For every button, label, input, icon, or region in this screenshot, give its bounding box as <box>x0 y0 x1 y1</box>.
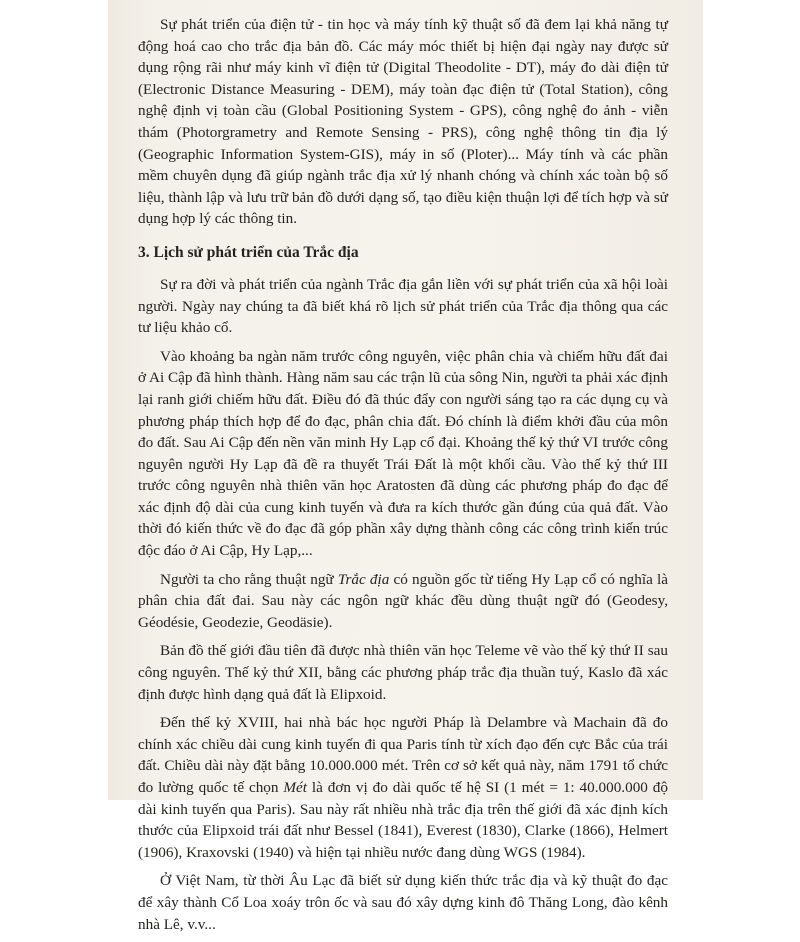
paragraph-3: Vào khoảng ba ngàn năm trước công nguyên, việc phân chia và chiếm hữu đất đai ở Ai Cập đã hình thành. Hàng năm sau các trận lũ của sông Nin, người ta phải xác định lại ranh giới chiếm hữu đất. Điều đó đã thúc đẩy con người sáng tạo ra các dụng cụ và phương pháp thích hợp để đo đạc, phân chia đất. Đó chính là điểm khởi đầu của môn đo đất. Sau Ai Cập đến nền văn minh Hy Lạp cổ đại. Khoảng thế kỷ thứ VI trước công nguyên người Hy Lạp đã đề ra thuyết Trái Đất là một khối cầu. Vào thế kỷ thứ III trước công nguyên nhà thiên văn học Aratosten đã dùng các phương pháp đo đạc để xác định độ dài của cung kinh tuyến và đưa ra kích thước gần đúng của quả đất. Vào thời đó kiến thức về đo đạc đã góp phần xây dựng thành công các công trình kiến trúc độc đáo ở Ai Cập, Hy Lạp,... <box>138 347 668 560</box>
page-text <box>138 14 668 942</box>
paragraph-6 <box>138 712 668 863</box>
paragraph-7: Ở Việt Nam, từ thời Âu Lạc đã biết sử dụng kiến thức trắc địa và kỹ thuật đo đạc để xây thành Cổ Loa xoáy trôn ốc và sau đó xây dựng kinh đô Thăng Long, đào kênh nhà Lê, v.v... <box>138 872 668 933</box>
paragraph-6-end: là đơn vị đo dài quốc tế hệ SI (1 mét = 1: 40.000.000 độ dài kinh tuyến qua Paris). Sau này rất nhiều nhà trắc địa trên thế giới đã xác định kích thước của Elipxoid trái đất như Bessel (1841), Everest (1830), Clarke (1866), Helmert (1906), Kraxovski (1940) và hiện tại nhiều nước đang dùng WGS (1984). <box>138 779 668 861</box>
paragraph-6-start: Đến thế kỷ XVIII, hai nhà bác học người Pháp là Delambre và Machain đã đo chính xác chiều dài cung kinh tuyến đi qua Paris tính từ xích đạo đến cực Bắc của trái đất. Chiều dài này đặt bằng 10.000.000 mét. Trên cơ sở kết quả này, năm 1791 tổ chức đo lường quốc tế chọn <box>138 714 668 796</box>
term-met: Mét <box>283 779 308 796</box>
paragraph-2: Sự ra đời và phát triển của ngành Trắc địa gắn liền với sự phát triển của xã hội loài người. Ngày nay chúng ta đã biết khá rõ lịch sử phát triển của Trắc địa thông qua các tư liệu khảo cổ. <box>138 275 668 337</box>
paragraph-1: Sự phát triển của điện tử - tin học và máy tính kỹ thuật số đã đem lại khả năng tự động hoá cao cho trắc địa bản đồ. Các máy móc thiết bị hiện đại ngày nay được sử dụng rộng rãi như máy kinh vĩ điện tử (Digital Theodolite - DT), máy đo dài điện tử (Electronic Distance Measuring - DEM), máy toàn đạc điện tử (Total Station), công nghệ định vị toàn cầu (Global Positioning System - GPS), công nghệ đo ảnh - viễn thám (Photorgrametry and Remote Sensing - PRS), công nghệ thông tin địa lý (Geographic Information System-GIS), máy in số (Ploter)... Máy tính và các phần mềm chuyên dụng đã giúp ngành trắc địa xử lý nhanh chóng và chính xác toàn bộ số liệu, thành lập và lưu trữ bản đồ dưới dạng số, tạo điều kiện thuận lợi để tích hợp và sử dụng hợp lý các thông tin. <box>138 16 668 228</box>
paragraph-4-end: có nguồn gốc từ tiếng Hy Lạp cổ có nghĩa là phân chia đất đai. Sau này các ngôn ngữ khác đều dùng thuật ngữ đó (Geodesy, Géodésie, Geodezie, Geodäsie). <box>138 570 668 631</box>
term-trac-dia: Trắc địa <box>337 570 390 588</box>
section-heading: 3. Lịch sử phát triển của Trắc địa <box>138 243 359 261</box>
paragraph-4-start: Người ta cho rằng thuật ngữ <box>160 570 338 588</box>
book-page <box>108 0 703 933</box>
paragraph-5: Bản đồ thế giới đầu tiên đã được nhà thiên văn học Teleme vẽ vào thế kỷ thứ II sau công nguyên. Thế kỷ thứ XII, bằng các phương pháp trắc địa thuần tuý, Kaslo đã xác định được hình dạng quả đất là Elipxoid. <box>138 642 668 703</box>
paragraph-4 <box>138 569 668 634</box>
